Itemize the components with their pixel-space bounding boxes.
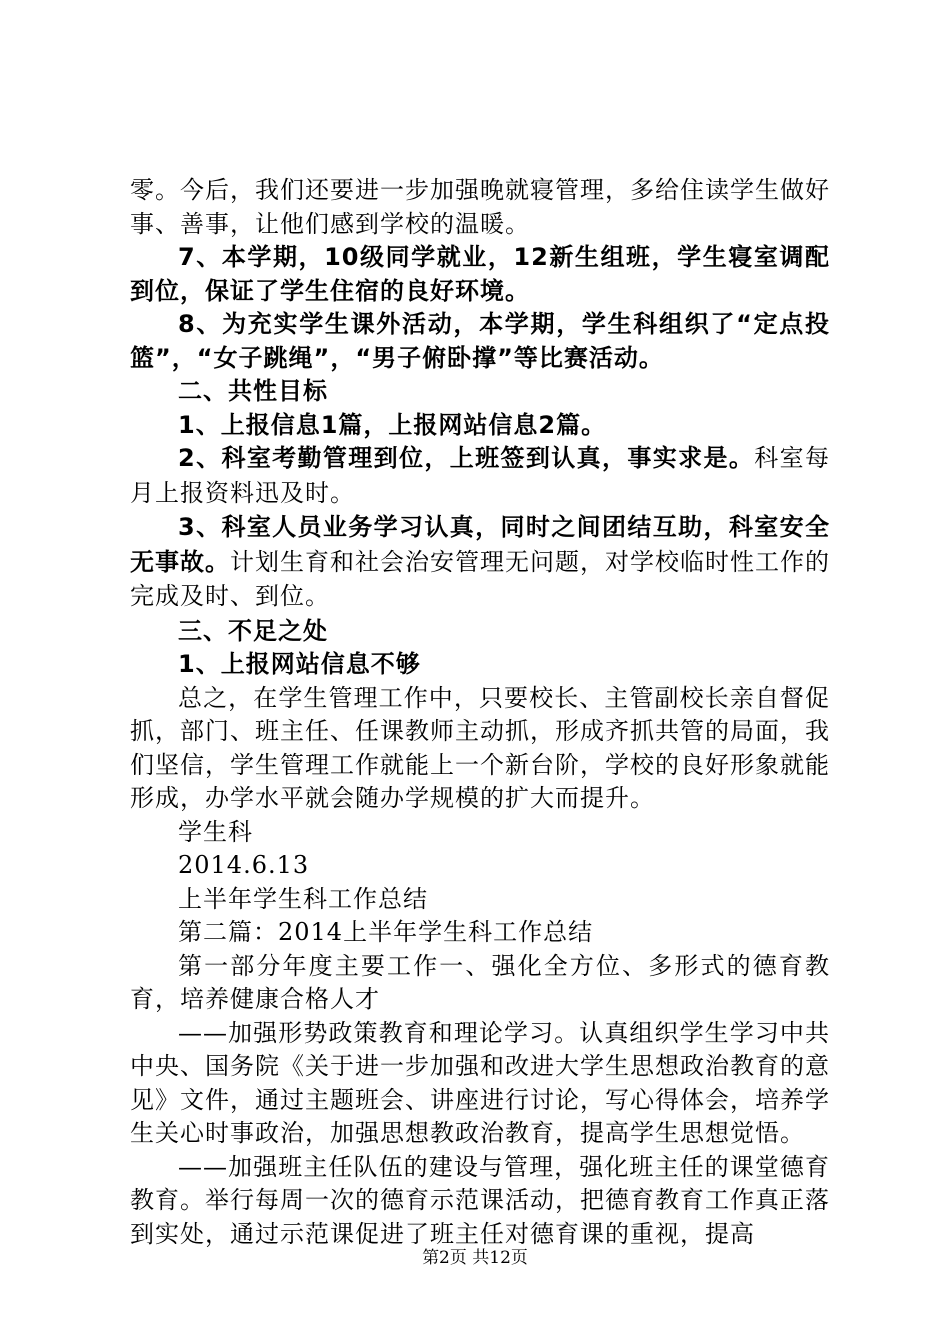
paragraph [130,442,830,511]
paragraph: 1、上报网站信息不够 [178,650,421,678]
paragraph: 三、不足之处 [178,616,328,645]
paragraph: 1、上报信息1篇，上报网站信息2篇。 [178,410,607,439]
page-footer: 第2页 共12页 [422,1248,528,1268]
paragraph: ——加强班主任队伍的建设与管理，强化班主任的课堂德育教育。举行每周一次的德育示范课活动，把德育教育工作真正落到实处，通过示范课促进了班主任对德育课的重视，提高 [130,1152,830,1248]
paragraph-regular-part: 计划生育和社会治安管理无问题，对学校临时性工作的完成及时、到位。 [130,547,830,610]
paragraph: 学生科 [178,817,253,846]
paragraph: 总之，在学生管理工作中，只要校长、主管副校长亲自督促抓，部门、班主任、任课教师主动抓，形成齐抓共管的局面，我们坚信，学生管理工作就能上一个新台阶，学校的良好形象就能形成，办学水平就会随办学规模的扩大而提升。 [130,683,830,812]
paragraph: 零。今后，我们还要进一步加强晚就寝管理，多给住读学生做好事、善事，让他们感到学校的温暖。 [130,176,830,238]
paragraph: 第一部分年度主要工作一、强化全方位、多形式的德育教育，培养健康合格人才 [130,951,830,1013]
paragraph-bold-part: 2、科室考勤管理到位，上班签到认真，事实求是。 [178,444,755,472]
paragraph-bold-part: 3、科室人员业务学习认真，同时之间团结互助，科室安全无事故。 [130,513,830,576]
paragraph-regular-part: 科室每月上报资料迅及时。 [130,444,831,507]
paragraph: 7、本学期，10级同学就业，12新生组班，学生寝室调配到位，保证了学生住宿的良好环境。 [130,243,830,305]
paragraph: 二、共性目标 [178,377,328,405]
document-body [130,174,830,1251]
paragraph [130,511,830,615]
paragraph: 第二篇：2014上半年学生科工作总结 [178,918,594,946]
paragraph: 上半年学生科工作总结 [178,884,428,913]
paragraph: 8、为充实学生课外活动，本学期，学生科组织了“定点投篮”，“女子跳绳”，“男子俯卧撑”等比赛活动。 [130,310,830,372]
paragraph: ——加强形势政策教育和理论学习。认真组织学生学习中共中央、国务院《关于进一步加强和改进大学生思想政治教育的意见》文件，通过主题班会、讲座进行讨论，写心得体会，培养学生关心时事政治，加强思想教政治教育，提高学生思想觉悟。 [130,1018,830,1147]
paragraph: 2014.6.13 [178,851,310,879]
